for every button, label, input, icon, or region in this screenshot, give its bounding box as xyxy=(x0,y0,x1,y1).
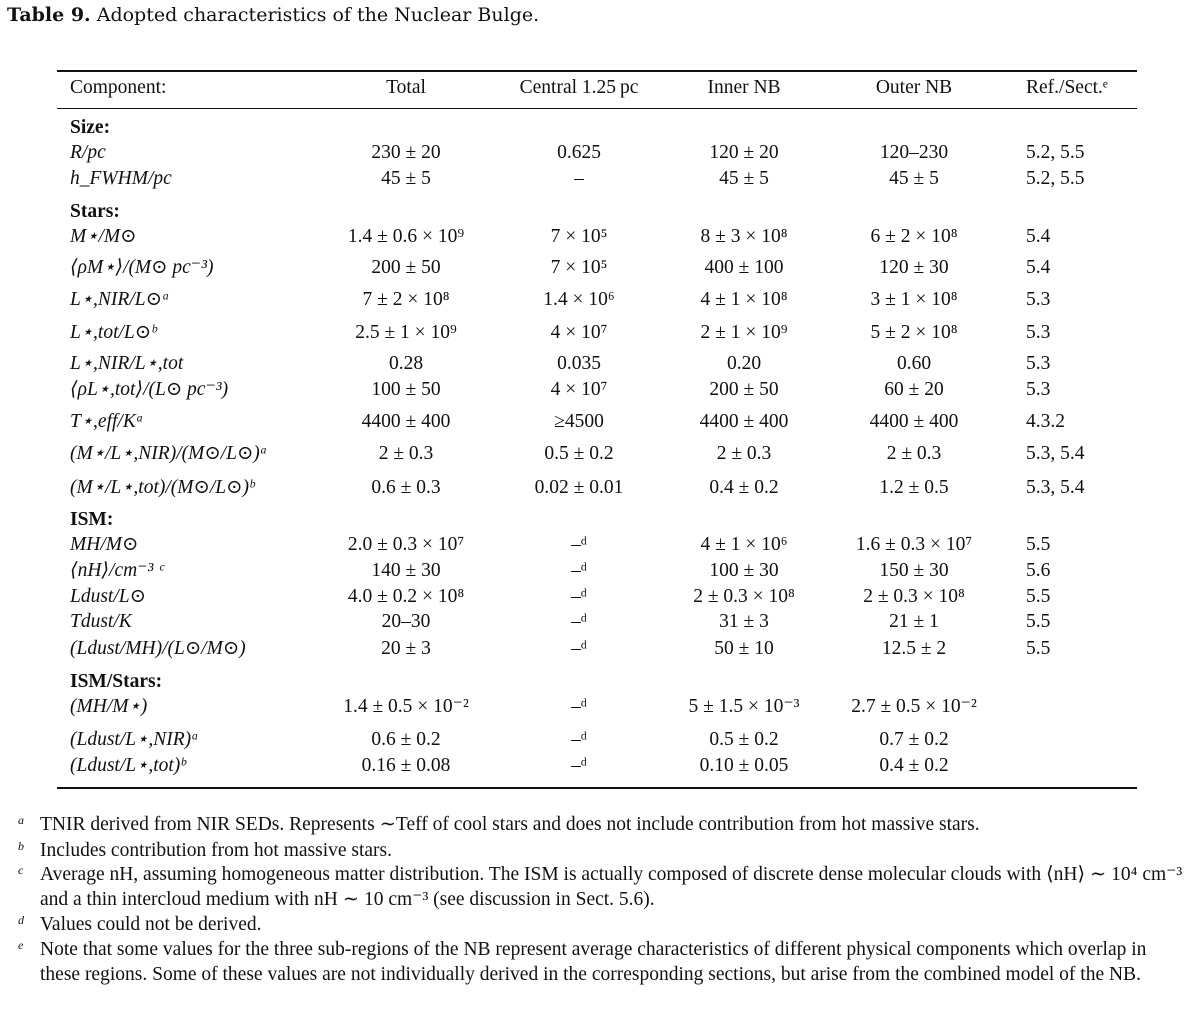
table-cell: –ᵈ xyxy=(571,638,587,659)
column-header: Central 1.25 pc xyxy=(519,77,639,98)
table-cell: 1.4 ± 0.5 × 10⁻² xyxy=(343,696,469,717)
row-label: (M⋆/L⋆,tot)/(M⊙/L⊙)ᵇ xyxy=(70,477,255,498)
footnote-text: Note that some values for the three sub-regions of the NB represent average characteristics of different physical components which overlap in these regions. Some of these values are not individually derived in the corresponding sections, but arise from the combined model of the NB. xyxy=(40,939,1147,985)
table-cell: –ᵈ xyxy=(571,755,587,776)
table-cell: 21 ± 1 xyxy=(889,611,939,632)
table-cell: 150 ± 30 xyxy=(879,560,949,581)
table-cell: – xyxy=(574,168,584,189)
row-label: ⟨nH⟩/cm⁻³ ᶜ xyxy=(70,560,164,581)
row-label: L⋆,tot/L⊙ᵇ xyxy=(70,322,157,343)
footnote-text: Includes contribution from hot massive stars. xyxy=(40,840,393,861)
table-cell: 5.2, 5.5 xyxy=(1026,168,1085,189)
footnote-text: Average nH, assuming homogeneous matter distribution. The ISM is actually composed of discrete dense molecular clouds with ⟨nH⟩ ∼ 10⁴ cm⁻³ and a thin intercloud medium with nH ∼ 10 cm⁻³ (see discussion in Sect. 5.6). xyxy=(40,864,1183,910)
table-caption xyxy=(7,4,539,26)
table-cell: 12.5 ± 2 xyxy=(881,638,947,659)
table-cell: 4.0 ± 0.2 × 10⁸ xyxy=(347,586,465,607)
table-cell: 5 ± 1.5 × 10⁻³ xyxy=(688,696,800,717)
column-header: Component: xyxy=(70,77,167,98)
row-label: (Ldust/L⋆,tot)ᵇ xyxy=(70,755,186,776)
table-cell: 5.3 xyxy=(1026,289,1051,310)
table-cell: 0.625 xyxy=(557,142,601,163)
row-label: MH/M⊙ xyxy=(70,534,139,555)
table-cell: 1.4 × 10⁶ xyxy=(543,289,615,310)
table-cell: 2 ± 0.3 × 10⁸ xyxy=(863,586,965,607)
table-cell: 1.4 ± 0.6 × 10⁹ xyxy=(347,226,465,247)
row-label: ⟨ρM⋆⟩/(M⊙ pc⁻³) xyxy=(70,257,214,278)
caption-label: Table 9. xyxy=(7,4,91,26)
table-cell: 4 ± 1 × 10⁸ xyxy=(700,289,788,310)
table-cell: 20–30 xyxy=(381,611,431,632)
table-cell: 0.16 ± 0.08 xyxy=(361,755,451,776)
table-cell: 3 ± 1 × 10⁸ xyxy=(870,289,958,310)
table-cell: 7 ± 2 × 10⁸ xyxy=(362,289,450,310)
table-cell: 4 × 10⁷ xyxy=(550,322,608,343)
row-label: h_FWHM/pc xyxy=(70,168,172,189)
table-cell: 45 ± 5 xyxy=(719,168,769,189)
table-cell: 200 ± 50 xyxy=(371,257,441,278)
table-cell: 120–230 xyxy=(879,142,949,163)
table-cell: 5.6 xyxy=(1026,560,1051,581)
row-label: (Ldust/L⋆,NIR)ᵃ xyxy=(70,729,199,750)
row-label: L⋆,NIR/L⋆,tot xyxy=(70,353,184,374)
table-cell: 120 ± 20 xyxy=(709,142,779,163)
section-title: Stars: xyxy=(70,201,120,222)
table-cell: 2.5 ± 1 × 10⁹ xyxy=(355,322,457,343)
header-rule xyxy=(57,108,1137,109)
table-cell: 50 ± 10 xyxy=(714,638,774,659)
section-title: Size: xyxy=(70,117,111,138)
footnote-text: TNIR derived from NIR SEDs. Represents ∼Teff of cool stars and does not include contribution from hot massive stars. xyxy=(40,814,980,835)
table-cell: 230 ± 20 xyxy=(371,142,441,163)
table-cell: –ᵈ xyxy=(571,611,587,632)
table-cell: 5.5 xyxy=(1026,638,1051,659)
table-cell: 0.035 xyxy=(557,353,601,374)
table-cell: 2.0 ± 0.3 × 10⁷ xyxy=(347,534,465,555)
table-cell: 100 ± 30 xyxy=(709,560,779,581)
footnote xyxy=(18,838,1190,863)
table-cell: 0.7 ± 0.2 xyxy=(879,729,949,750)
top-rule xyxy=(57,70,1137,72)
table-cell: 4.3.2 xyxy=(1026,411,1065,432)
table-cell: 0.6 ± 0.3 xyxy=(371,477,441,498)
table-cell: 45 ± 5 xyxy=(381,168,431,189)
column-header: Outer NB xyxy=(875,77,953,98)
table-cell: 20 ± 3 xyxy=(381,638,431,659)
table-cell: 1.6 ± 0.3 × 10⁷ xyxy=(855,534,973,555)
footnote-mark: d xyxy=(18,913,24,927)
table-cell: 45 ± 5 xyxy=(889,168,939,189)
footnote xyxy=(18,862,1190,912)
table-cell: 8 ± 3 × 10⁸ xyxy=(700,226,788,247)
table-cell: 200 ± 50 xyxy=(709,379,779,400)
row-label: Ldust/L⊙ xyxy=(70,586,146,607)
footnote-text: Values could not be derived. xyxy=(40,914,262,935)
table-cell: 5.3 xyxy=(1026,322,1051,343)
table-cell: –ᵈ xyxy=(571,560,587,581)
table-cell: 2 ± 0.3 xyxy=(716,443,772,464)
bottom-rule xyxy=(57,787,1137,789)
table-cell: 0.5 ± 0.2 xyxy=(709,729,779,750)
table-cell: 4 × 10⁷ xyxy=(550,379,608,400)
table-cell: 140 ± 30 xyxy=(371,560,441,581)
footnote-mark: b xyxy=(18,839,24,853)
row-label: L⋆,NIR/L⊙ᵃ xyxy=(70,289,170,310)
row-label: M⋆/M⊙ xyxy=(70,226,137,247)
table-cell: 60 ± 20 xyxy=(884,379,944,400)
table-cell: 0.02 ± 0.01 xyxy=(534,477,624,498)
table-cell: 0.10 ± 0.05 xyxy=(699,755,789,776)
table-cell: 5.3, 5.4 xyxy=(1026,477,1085,498)
column-header: Ref./Sect.ᵉ xyxy=(1026,77,1108,98)
table-cell: –ᵈ xyxy=(571,696,587,717)
table-cell: 4400 ± 400 xyxy=(869,411,959,432)
table-cell: 1.2 ± 0.5 xyxy=(879,477,949,498)
table-cell: 4400 ± 400 xyxy=(361,411,451,432)
table-cell: 100 ± 50 xyxy=(371,379,441,400)
table-cell: 5.4 xyxy=(1026,257,1051,278)
table-cell: 0.6 ± 0.2 xyxy=(371,729,441,750)
table-cell: 0.4 ± 0.2 xyxy=(709,477,779,498)
row-label: Tdust/K xyxy=(70,611,132,632)
column-header: Inner NB xyxy=(707,77,781,98)
footnote-mark: e xyxy=(18,938,24,952)
footnote xyxy=(18,937,1190,987)
table-cell: 400 ± 100 xyxy=(704,257,784,278)
caption-text: Adopted characteristics of the Nuclear Bulge. xyxy=(96,4,540,26)
table-cell: 31 ± 3 xyxy=(719,611,769,632)
table-cell: 4 ± 1 × 10⁶ xyxy=(700,534,788,555)
table-cell: 5.2, 5.5 xyxy=(1026,142,1085,163)
table-cell: 5.3 xyxy=(1026,353,1051,374)
footnote xyxy=(18,912,1190,937)
section-title: ISM: xyxy=(70,509,114,530)
table-cell: 0.28 xyxy=(388,353,424,374)
table-cell: 5.5 xyxy=(1026,586,1051,607)
footnote-mark: a xyxy=(18,813,24,827)
row-label: R/pc xyxy=(70,142,106,163)
table-cell: 0.20 xyxy=(726,353,762,374)
table-cell: –ᵈ xyxy=(571,534,587,555)
column-header: Total xyxy=(386,77,426,98)
section-title: ISM/Stars: xyxy=(70,671,163,692)
row-label: (Ldust/MH)/(L⊙/M⊙) xyxy=(70,638,246,659)
row-label: (M⋆/L⋆,NIR)/(M⊙/L⊙)ᵃ xyxy=(70,443,268,464)
table-cell: –ᵈ xyxy=(571,586,587,607)
table-cell: 5.5 xyxy=(1026,534,1051,555)
table-cell: 2 ± 0.3 × 10⁸ xyxy=(693,586,795,607)
row-label: T⋆,eff/Kᵃ xyxy=(70,411,144,432)
table-cell: 7 × 10⁵ xyxy=(550,226,608,247)
table-cell: –ᵈ xyxy=(571,729,587,750)
table-cell: 120 ± 30 xyxy=(879,257,949,278)
row-label: ⟨ρL⋆,tot⟩/(L⊙ pc⁻³) xyxy=(70,379,229,400)
table-cell: ≥4500 xyxy=(554,411,604,432)
row-label: (MH/M⋆) xyxy=(70,696,148,717)
table-cell: 5 ± 2 × 10⁸ xyxy=(870,322,958,343)
table-cell: 2.7 ± 0.5 × 10⁻² xyxy=(851,696,977,717)
table-cell: 5.3 xyxy=(1026,379,1051,400)
table-cell: 6 ± 2 × 10⁸ xyxy=(870,226,958,247)
footnote-mark: c xyxy=(18,863,24,877)
table-cell: 2 ± 0.3 xyxy=(378,443,434,464)
table-cell: 5.4 xyxy=(1026,226,1051,247)
table-cell: 0.5 ± 0.2 xyxy=(544,443,614,464)
table-cell: 2 ± 1 × 10⁹ xyxy=(700,322,788,343)
table-cell: 7 × 10⁵ xyxy=(550,257,608,278)
table-cell: 4400 ± 400 xyxy=(699,411,789,432)
table-cell: 5.3, 5.4 xyxy=(1026,443,1085,464)
table-cell: 0.4 ± 0.2 xyxy=(879,755,949,776)
table-cell: 5.5 xyxy=(1026,611,1051,632)
footnote xyxy=(18,812,1190,837)
table-cell: 0.60 xyxy=(896,353,932,374)
table-cell: 2 ± 0.3 xyxy=(886,443,942,464)
